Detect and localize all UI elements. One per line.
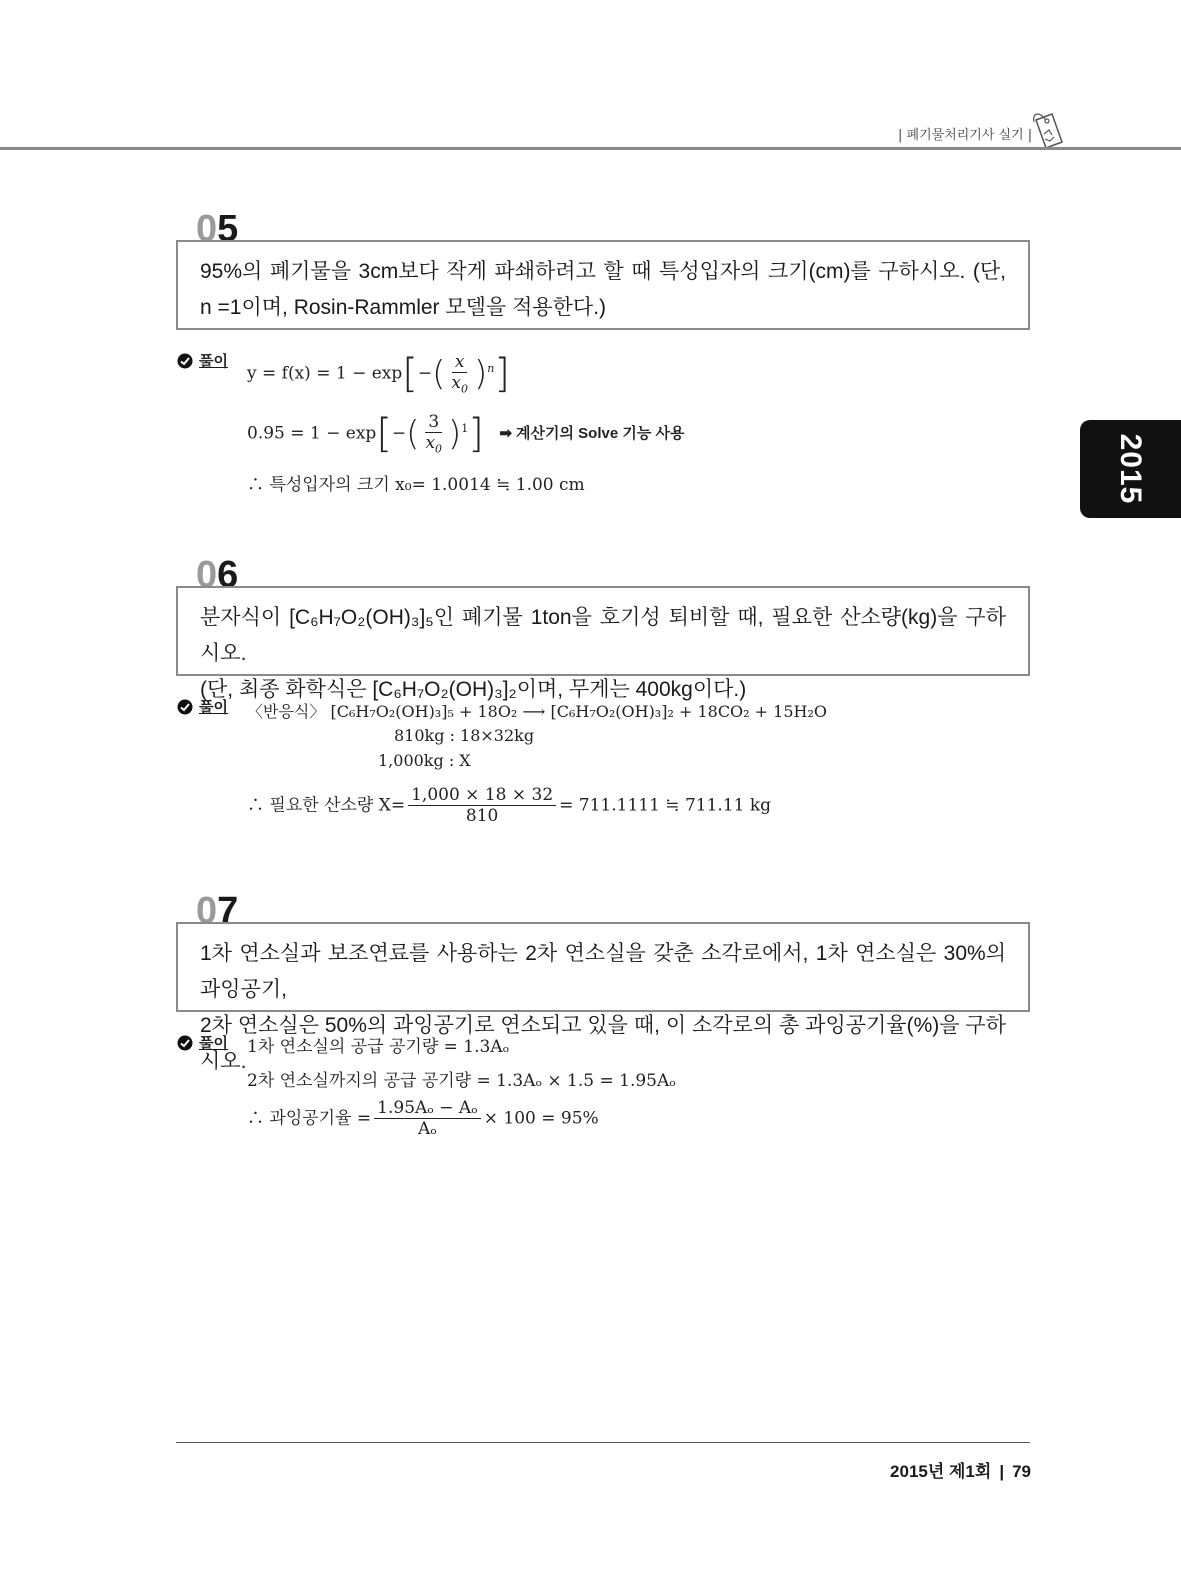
year-side-tab bbox=[1080, 420, 1181, 518]
check-circle-icon bbox=[177, 353, 193, 369]
question-text-06-line1: 분자식이 [C₆H₇O₂(OH)₃]₅인 폐기물 1ton을 호기성 퇴비할 때, 필요한 산소량(kg)을 구하시오. bbox=[200, 606, 1006, 665]
page-footer bbox=[890, 1457, 1031, 1482]
header-rule bbox=[0, 147, 1181, 150]
question-number-05: 05 bbox=[196, 208, 239, 250]
question-text-07-line2: 2차 연소실은 50%의 과잉공기로 연소되고 있을 때, 이 소각로의 총 과잉공기율(%)을 구하시오. bbox=[200, 1014, 1006, 1073]
footer-separator: | bbox=[999, 1462, 1005, 1481]
solution-label-06: 풀이 bbox=[177, 696, 228, 717]
calculator-note: ➡ 계산기의 Solve 기능 사용 bbox=[499, 425, 685, 443]
question-box-06 bbox=[176, 586, 1030, 701]
q6-result: ∴ 필요한 산소량 X= $\frac{1,000 \times 18 \times 32}{810}$ = 711.1111 ≒ 711.11 kg bbox=[247, 785, 772, 827]
session-label: 2015년 제1회 bbox=[890, 1462, 992, 1481]
q6-ratio-line2: 1,000kg : X bbox=[378, 751, 471, 770]
q5-formula-line2: 0.95 = 1 − exp[−( $\frac{3}{x_0}$ )$^1$] ➡ 계산기의 Solve 기능 사용 bbox=[247, 410, 685, 457]
question-text-06-line2: (단, 최종 화학식은 [C₆H₇O₂(OH)₃]₂이며, 무게는 400kg이다.) bbox=[200, 678, 747, 701]
q7-line1: 1차 연소실의 공급 공기량 = 1.3Aₒ bbox=[247, 1037, 510, 1057]
question-number-07: 07 bbox=[196, 890, 239, 932]
question-number-06: 06 bbox=[196, 554, 239, 596]
footer-rule bbox=[176, 1442, 1030, 1443]
q5-formula-line1: y = f(x) = 1 − exp[−( $\frac{x}{x_0}$ )$^n$] bbox=[247, 350, 510, 397]
solution-label-05: 풀이 bbox=[177, 350, 228, 371]
header-title: | 폐기물처리기사 실기 | bbox=[898, 128, 1033, 143]
question-text-07-line1: 1차 연소실과 보조연료를 사용하는 2차 연소실을 갖춘 소각로에서, 1차 연소실은 30%의 과잉공기, bbox=[200, 942, 1006, 1001]
check-circle-icon bbox=[177, 699, 193, 715]
question-text-05: 95%의 폐기물을 3cm보다 작게 파쇄하려고 할 때 특성입자의 크기(cm)를 구하시오. (단, n =1이며, Rosin-Rammler 모델을 적용한다.) bbox=[200, 260, 1006, 319]
solution-label-07: 풀이 bbox=[177, 1032, 228, 1053]
q6-reaction: 〈반응식〉 [C₆H₇O₂(OH)₃]₅ + 18O₂ ⟶ [C₆H₇O₂(OH)₃]₂ + 18CO₂ + 15H₂O bbox=[247, 702, 828, 721]
year-tab-label: 2015 bbox=[1114, 433, 1147, 505]
page-number: 79 bbox=[1012, 1462, 1031, 1481]
q6-ratio-line1: 810kg : 18×32kg bbox=[394, 726, 535, 745]
q7-line2: 2차 연소실까지의 공급 공기량 = 1.3Aₒ × 1.5 = 1.95Aₒ bbox=[247, 1071, 676, 1091]
q5-result: ∴ 특성입자의 크기 x₀= 1.0014 ≒ 1.00 cm bbox=[247, 475, 585, 495]
q7-result: ∴ 과잉공기율 = $\frac{\text{1.95Aₒ − Aₒ}}{\text{Aₒ}}$ × 100 = 95% bbox=[247, 1098, 599, 1140]
question-box-05 bbox=[176, 240, 1030, 330]
check-circle-icon bbox=[177, 1035, 193, 1051]
